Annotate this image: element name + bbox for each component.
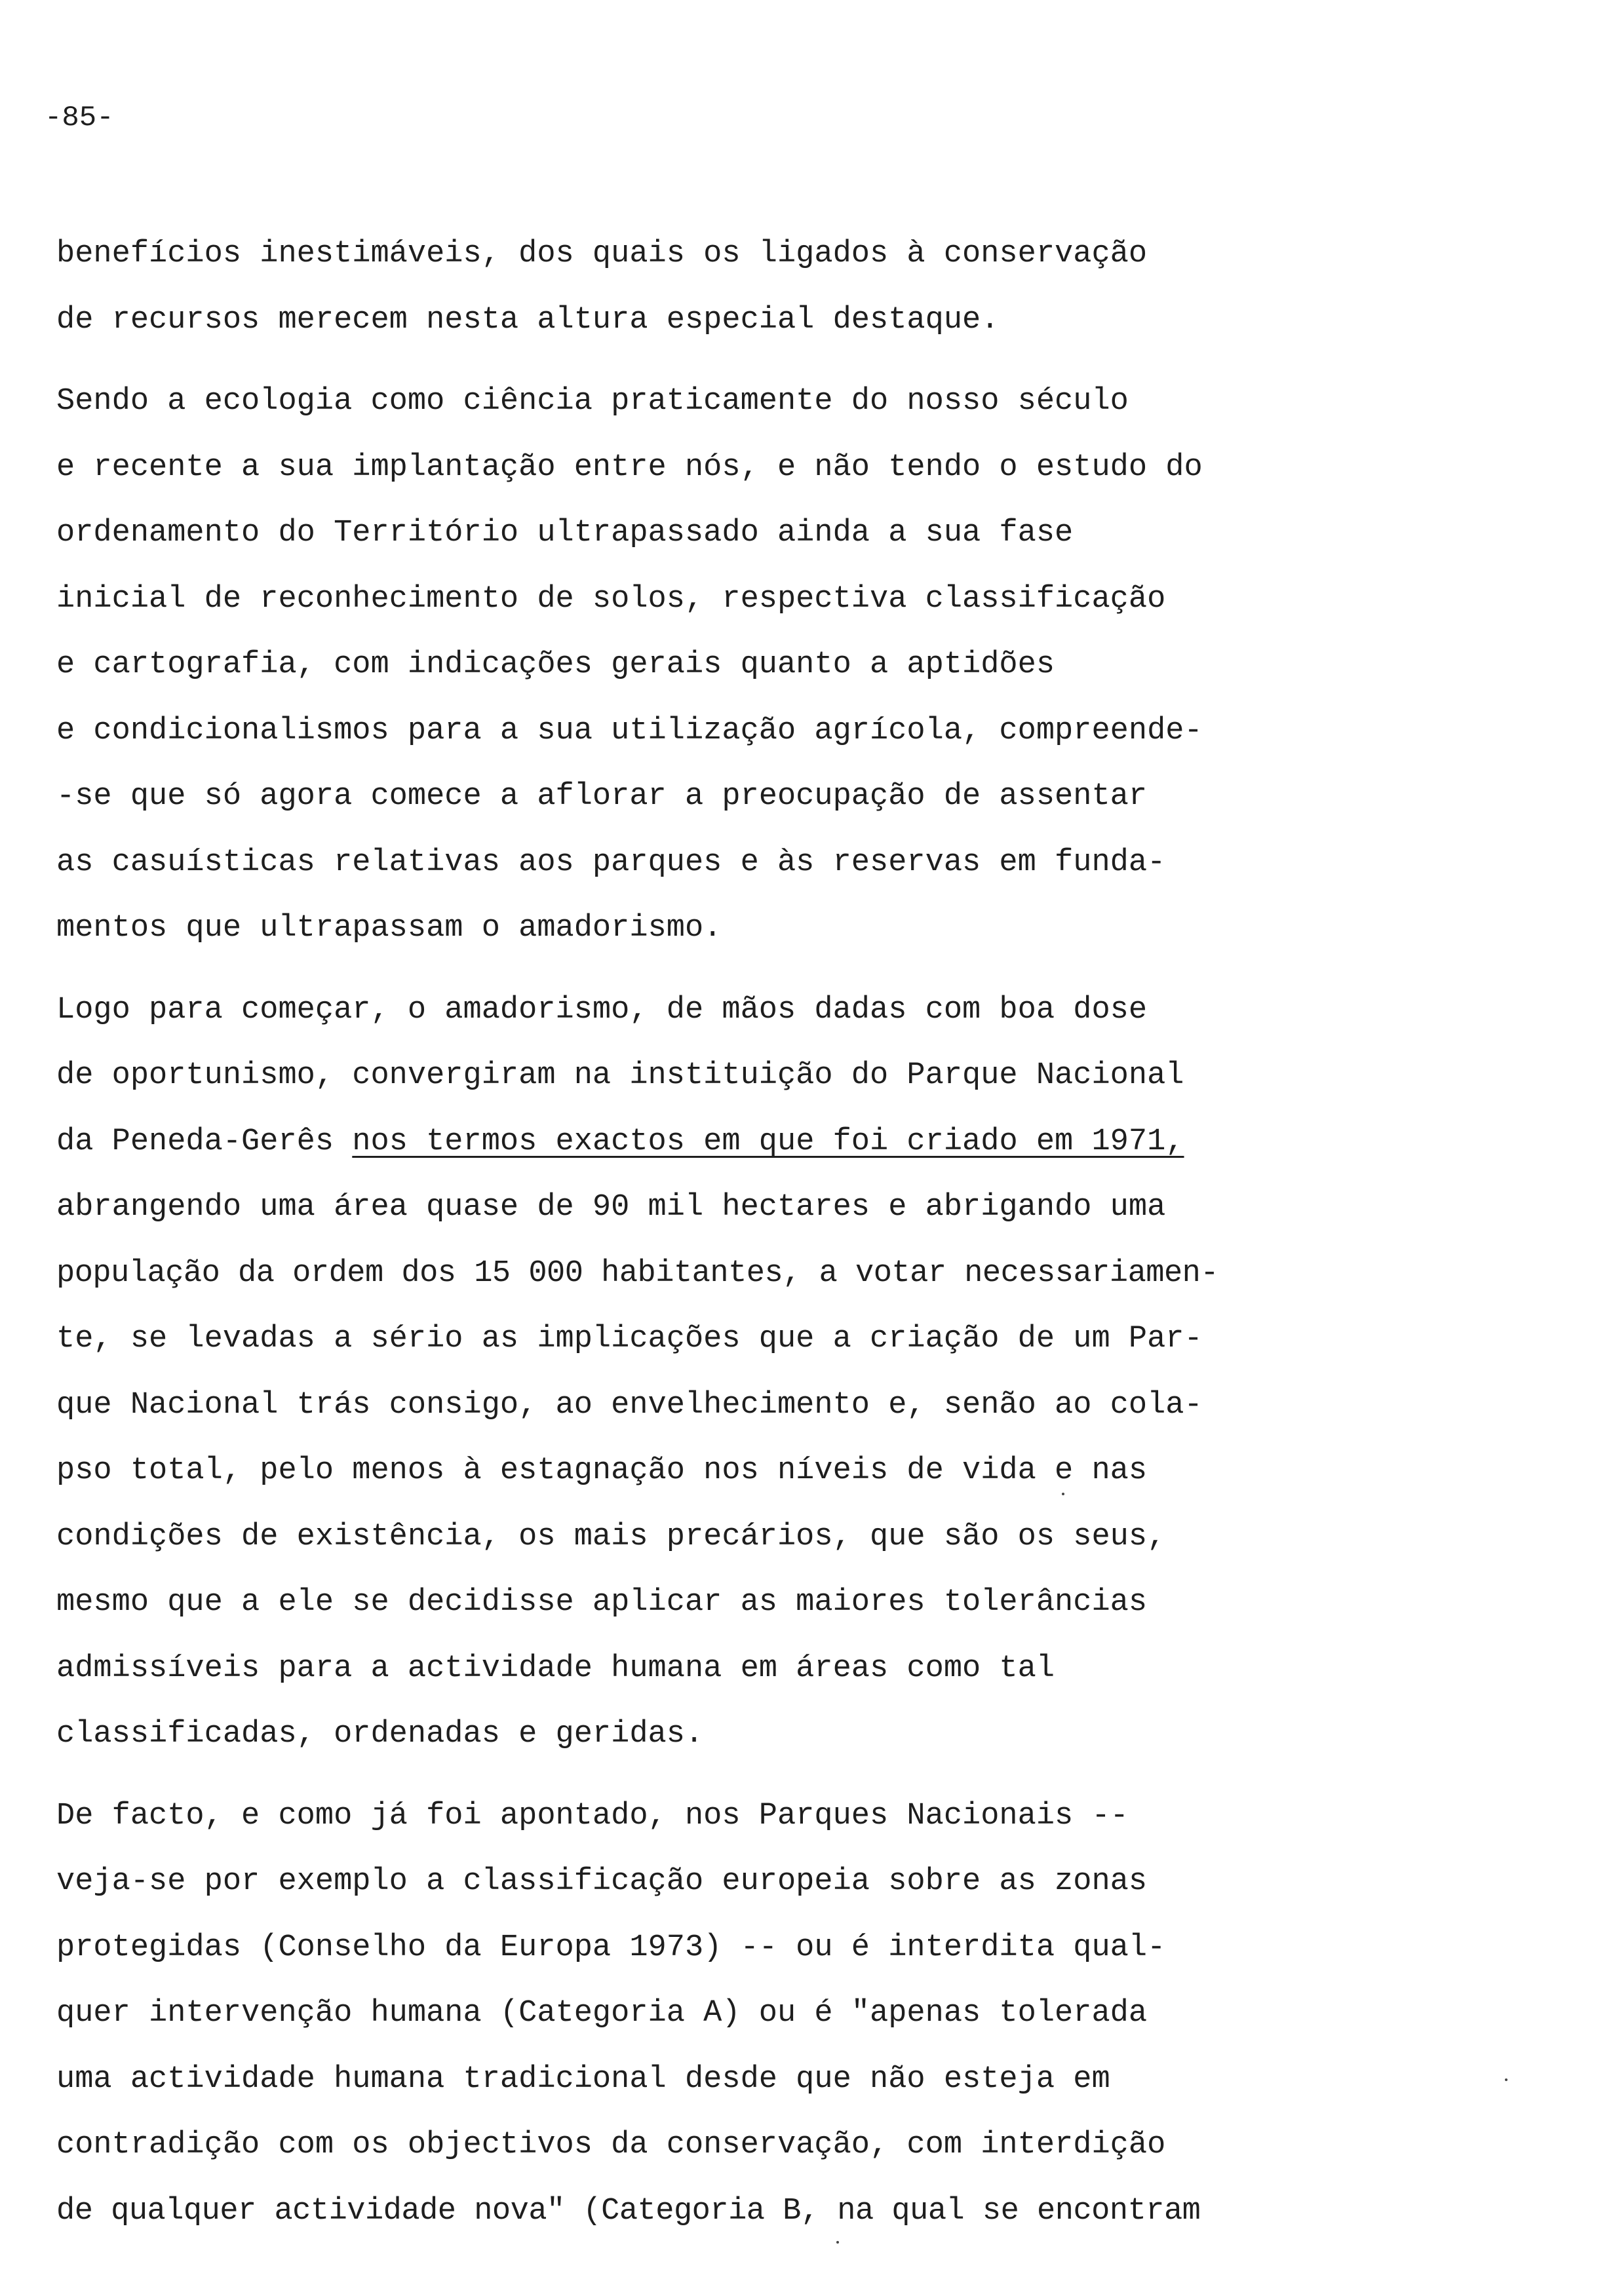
text-line-with-underline: [56, 1109, 1551, 1176]
text-line: veja-se por exemplo a classificação europeia sobre as zonas: [56, 1864, 1148, 1899]
text-line: pso total, pelo menos à estagnação nos níveis de vida e nas: [56, 1453, 1148, 1488]
text-line: população da ordem dos 15 000 habitantes, a votar necessariamen-: [56, 1255, 1219, 1291]
scan-speck: [836, 2241, 839, 2244]
text-line: as casuísticas relativas aos parques e às reservas em funda-: [56, 845, 1166, 880]
text-line: mesmo que a ele se decidisse aplicar as maiores tolerâncias: [56, 1585, 1148, 1620]
text-line: de oportunismo, convergiram na instituição do Parque Nacional: [56, 1058, 1184, 1093]
text-line: abrangendo uma área quase de 90 mil hectares e abrigando uma: [56, 1190, 1166, 1225]
text-line: Sendo a ecologia como ciência praticamente do nosso século: [56, 384, 1129, 419]
scan-speck: [1505, 2078, 1508, 2081]
text-line: inicial de reconhecimento de solos, respectiva classificação: [56, 581, 1166, 617]
text-line: admissíveis para a actividade humana em áreas como tal: [56, 1651, 1055, 1686]
text-line: de recursos merecem nesta altura especial destaque.: [56, 302, 1000, 337]
text-line: uma actividade humana tradicional desde que não esteja em: [56, 2061, 1110, 2097]
text-line: e condicionalismos para a sua utilização agrícola, compreende-: [56, 713, 1203, 748]
body-text: [56, 221, 1551, 2244]
underlined-phrase: nos termos exactos em que foi criado em 1971,: [352, 1124, 1184, 1159]
text-line: condições de existência, os mais precários, que são os seus,: [56, 1519, 1166, 1554]
line-lead-text: da Peneda-Gerês: [56, 1124, 353, 1159]
text-line: classificadas, ordenadas e geridas.: [56, 1717, 704, 1751]
text-line: Logo para começar, o amadorismo, de mãos dadas com boa dose: [56, 992, 1148, 1027]
text-line: ordenamento do Território ultrapassado ainda a sua fase: [56, 516, 1074, 550]
text-line: te, se levadas a sério as implicações que a criação de um Par-: [56, 1322, 1203, 1356]
text-line: mentos que ultrapassam o amadorismo.: [56, 911, 722, 946]
text-line: de qualquer actividade nova" (Categoria B, na qual se encontram: [56, 2193, 1201, 2229]
text-line: e cartografia, com indicações gerais quanto a aptidões: [56, 647, 1055, 682]
text-line: benefícios inestimáveis, dos quais os ligados à conservação: [56, 237, 1148, 271]
text-line: e recente a sua implantação entre nós, e não tendo o estudo do: [56, 450, 1203, 485]
text-line: -se que só agora comece a aflorar a preocupação de assentar: [56, 779, 1148, 814]
text-line: que Nacional trás consigo, ao envelhecimento e, senão ao cola-: [56, 1387, 1203, 1423]
paragraph-4: [56, 1784, 1551, 2245]
text-line: De facto, e como já foi apontado, nos Parques Nacionais --: [56, 1798, 1129, 1833]
text-line: protegidas (Conselho da Europa 1973) -- ou é interdita qual-: [56, 1930, 1166, 1965]
text-line: quer intervenção humana (Categoria A) ou é "apenas tolerada: [56, 1996, 1148, 2031]
page-number: -85-: [45, 102, 114, 134]
text-line: contradição com os objectivos da conservação, com interdição: [56, 2128, 1166, 2162]
paragraph-2: [56, 369, 1551, 962]
paragraph-1: [56, 221, 1551, 353]
paragraph-3: [56, 978, 1551, 1768]
scan-speck: [1062, 1493, 1064, 1495]
